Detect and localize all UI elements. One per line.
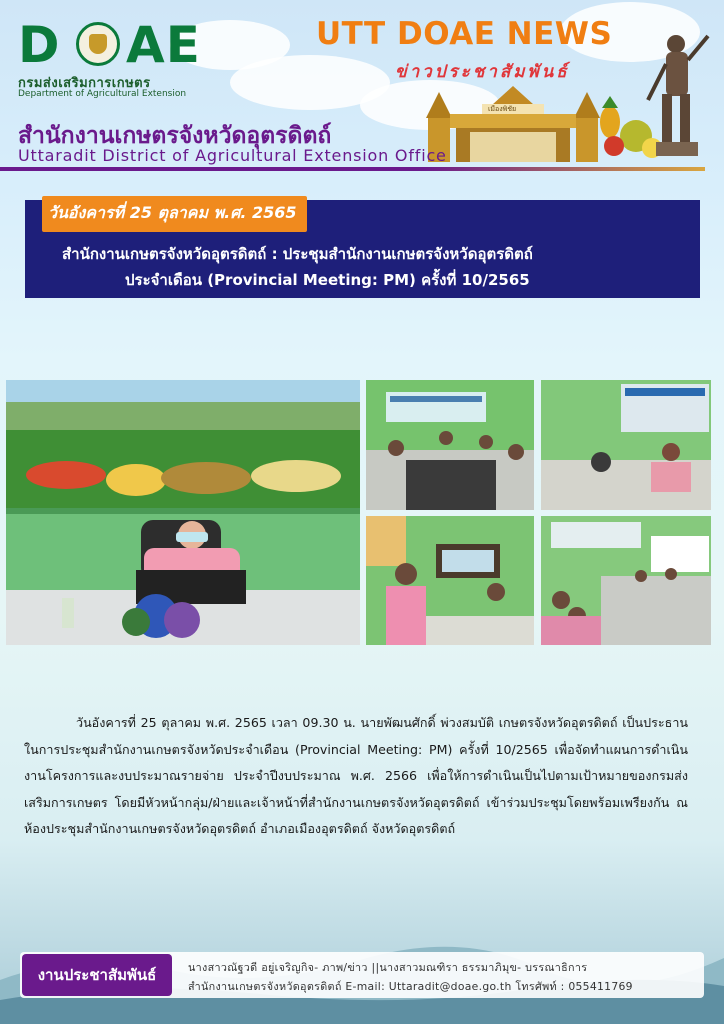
photo-meeting-2-image — [541, 380, 711, 510]
date-text: วันอังคารที่ 25 ตุลาคม พ.ศ. 2565 — [48, 203, 297, 222]
logo-letters-ae: AE — [126, 16, 201, 74]
photo-meeting-4-image — [541, 516, 711, 645]
headline-line-2: ประจำเดือน (Provincial Meeting: PM) ครั้งที่ 10/2565 — [125, 271, 530, 289]
header-divider — [0, 167, 705, 171]
office-title-thai: สำนักงานเกษตรจังหวัดอุตรดิตถ์ — [18, 123, 332, 149]
article-body: วันอังคารที่ 25 ตุลาคม พ.ศ. 2565 เวลา 09.30 น. นายพัฒนศักดิ์ พ่วงสมบัติ เกษตรจังหวัดอุตรดิตถ์ เป็นประธานในการประชุมสำนักงานเกษตรจังหวัดประจำเดือน (Provincial Meeting: PM) ครั้งที่ 10/2565 เพื่อจัดทำแผนการดำเนินงานโครงการและงบประมาณรายจ่าย ประจำปีงบประมาณ พ.ศ. 2566 เพื่อให้การดำเนินเป็นไปตามเป้าหมายของกรมส่งเสริมการเกษตร โดยมีหัวหน้ากลุ่ม/ฝ่ายและเจ้าหน้าที่สำนักงานเกษตรจังหวัดอุตรดิตถ์ เข้าร่วมประชุมโดยพร้อมเพรียงกัน ณ ห้องประชุมสำนักงานเกษตรจังหวัดอุตรดิตถ์ อำเภอเมืองอุตรดิตถ์ จังหวัดอุตรดิตถ์ — [24, 715, 688, 836]
photo-main — [6, 380, 360, 645]
photo-meeting-3-image — [366, 516, 534, 645]
photo-main-image — [6, 380, 360, 645]
city-gate-illustration — [422, 84, 604, 162]
photo-meeting-1 — [366, 380, 534, 510]
logo-thai-text: กรมส่งเสริมการเกษตร — [18, 76, 151, 91]
photo-meeting-4 — [541, 516, 711, 645]
news-title: UTT DOAE NEWS — [316, 16, 613, 52]
doae-logo — [18, 16, 208, 72]
photo-meeting-1-image — [366, 380, 534, 510]
news-subtitle: ข่าวประชาสัมพันธ์ — [395, 62, 570, 82]
office-title-en: Uttaradit District of Agricultural Extension Office — [18, 146, 447, 165]
statue-illustration — [644, 30, 710, 162]
logo-en-text: Department of Agricultural Extension — [18, 89, 187, 99]
doae-seal-icon — [76, 22, 120, 66]
photo-meeting-2 — [541, 380, 711, 510]
logo-letter-d: D — [18, 16, 61, 74]
footer-contact: สำนักงานเกษตรจังหวัดอุตรดิตถ์ E-mail: Uttaradit@doae.go.th โทรศัพท์ : 055411769 — [188, 980, 633, 993]
gate-sign: เมืองพิชัย — [488, 105, 517, 113]
page-header — [0, 0, 724, 175]
photo-meeting-3 — [366, 516, 534, 645]
headline-line-1: สำนักงานเกษตรจังหวัดอุตรดิตถ์ : ประชุมสำนักงานเกษตรจังหวัดอุตรดิตถ์ — [62, 245, 533, 263]
footer-credits: นางสาวณัฐวดี อยู่เจริญกิจ- ภาพ/ข่าว ||นางสาวมณฑิรา ธรรมาภิมุข- บรรณาธิการ — [188, 961, 588, 974]
footer-label: งานประชาสัมพันธ์ — [22, 954, 172, 996]
